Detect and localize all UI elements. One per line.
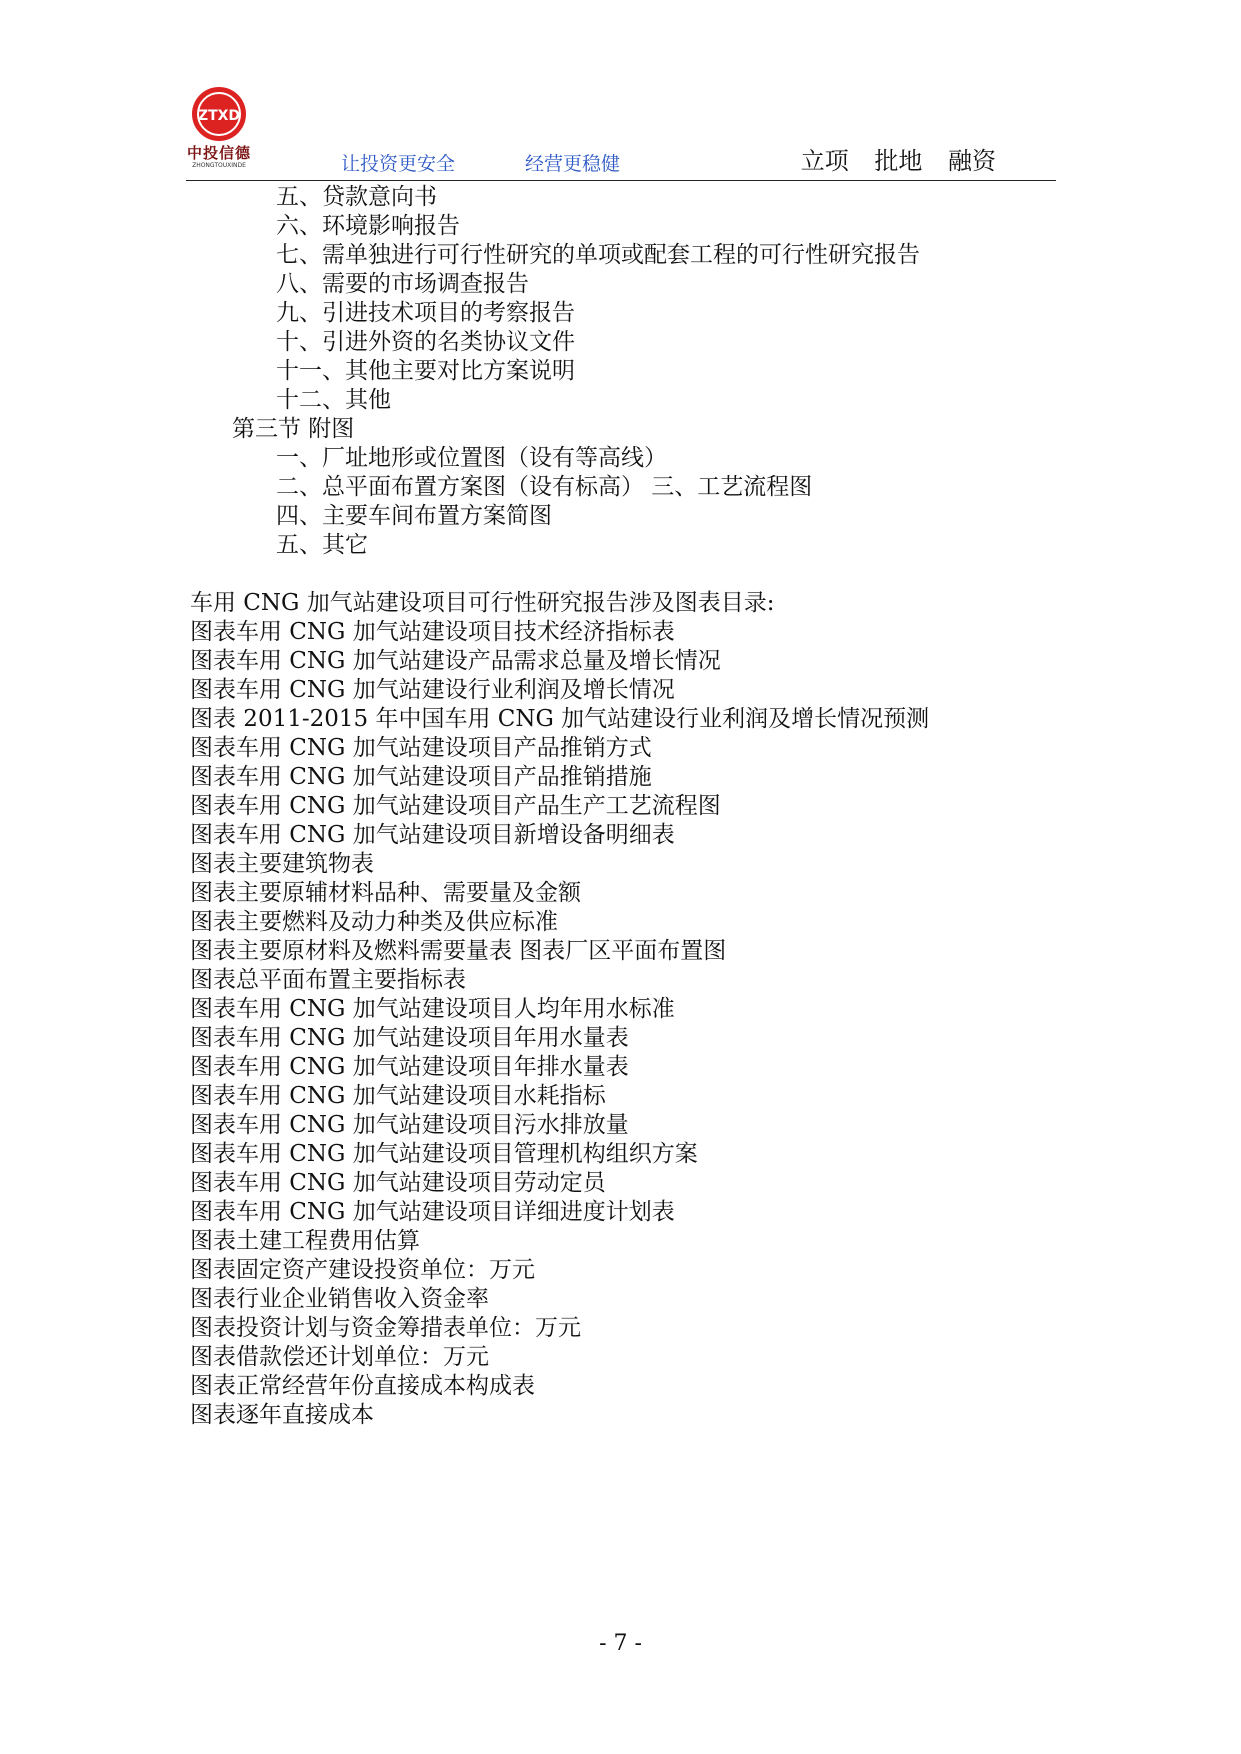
chart-list-item: 图表车用 CNG 加气站建设项目年排水量表 xyxy=(190,1054,629,1080)
appendix-item: 十一、其他主要对比方案说明 xyxy=(276,358,575,384)
chart-list-item: 图表车用 CNG 加气站建设项目水耗指标 xyxy=(190,1083,606,1109)
chart-list-item: 图表主要原辅材料品种、需要量及金额 xyxy=(190,880,581,906)
appendix-item: 十、引进外资的名类协议文件 xyxy=(276,329,575,355)
logo-chinese-text: 中投信德 xyxy=(186,144,251,162)
company-logo xyxy=(186,84,252,180)
chart-list-item: 图表主要建筑物表 xyxy=(190,851,374,877)
chart-list-item: 图表车用 CNG 加气站建设项目产品生产工艺流程图 xyxy=(190,793,721,819)
appendix-item: 八、需要的市场调查报告 xyxy=(276,271,529,297)
chart-list-item: 图表逐年直接成本 xyxy=(190,1402,374,1428)
appendix-item: 五、贷款意向书 xyxy=(276,184,437,210)
figure-item: 一、厂址地形或位置图（设有等高线） xyxy=(276,445,667,471)
chart-list-item: 图表车用 CNG 加气站建设项目详细进度计划表 xyxy=(190,1199,675,1225)
service-item-approval: 立项 xyxy=(800,147,849,175)
services-list xyxy=(783,147,996,175)
page-header xyxy=(186,84,1056,181)
chart-list-item: 图表车用 CNG 加气站建设项目劳动定员 xyxy=(190,1170,606,1196)
chart-list-item: 图表投资计划与资金筹措表单位：万元 xyxy=(190,1315,581,1341)
slogan-first: 让投资更安全 xyxy=(341,153,456,175)
chart-list-item: 图表车用 CNG 加气站建设项目新增设备明细表 xyxy=(190,822,675,848)
chart-list-item: 图表主要燃料及动力种类及供应标准 xyxy=(190,909,558,935)
chart-list-item: 图表车用 CNG 加气站建设项目技术经济指标表 xyxy=(190,619,675,645)
chart-list-item: 图表车用 CNG 加气站建设项目产品推销方式 xyxy=(190,735,652,761)
appendix-item: 十二、其他 xyxy=(276,387,391,413)
chart-list-item: 图表主要原材料及燃料需要量表 图表厂区平面布置图 xyxy=(190,938,727,964)
service-item-land: 批地 xyxy=(874,147,923,175)
chart-list-item: 图表固定资产建设投资单位：万元 xyxy=(190,1257,535,1283)
chart-list-item: 图表车用 CNG 加气站建设产品需求总量及增长情况 xyxy=(190,648,721,674)
page-number: - 7 - xyxy=(599,1631,642,1656)
chart-list-item: 图表总平面布置主要指标表 xyxy=(190,967,466,993)
figure-item: 五、其它 xyxy=(276,532,368,558)
chart-list-item: 图表车用 CNG 加气站建设项目年用水量表 xyxy=(190,1025,629,1051)
slogan-second: 经营更稳健 xyxy=(525,153,621,175)
logo-english-text: ZHONGTOUXINDE xyxy=(192,162,246,169)
logo-mark-text: ZTXD xyxy=(197,108,241,124)
chart-list-item: 图表正常经营年份直接成本构成表 xyxy=(190,1373,535,1399)
appendix-item: 七、需单独进行可行性研究的单项或配套工程的可行性研究报告 xyxy=(276,242,920,268)
figure-item: 二、总平面布置方案图（设有标高） 三、工艺流程图 xyxy=(276,474,813,500)
chart-list-item: 图表车用 CNG 加气站建设行业利润及增长情况 xyxy=(190,677,675,703)
service-item-financing: 融资 xyxy=(948,147,996,175)
section-title: 第三节 附图 xyxy=(232,416,355,442)
chart-list-item: 图表车用 CNG 加气站建设项目污水排放量 xyxy=(190,1112,629,1138)
chart-list-item: 图表 2011-2015 年中国车用 CNG 加气站建设行业利润及增长情况预测 xyxy=(190,706,930,732)
logo-emblem-icon xyxy=(186,84,252,144)
figure-item: 四、主要车间布置方案简图 xyxy=(276,503,552,529)
appendix-item: 六、环境影响报告 xyxy=(276,213,460,239)
chart-list-item: 图表车用 CNG 加气站建设项目产品推销措施 xyxy=(190,764,652,790)
chart-list-item: 图表车用 CNG 加气站建设项目管理机构组织方案 xyxy=(190,1141,698,1167)
chart-list-item: 图表行业企业销售收入资金率 xyxy=(190,1286,489,1312)
appendix-item: 九、引进技术项目的考察报告 xyxy=(276,300,575,326)
chart-list-item: 图表借款偿还计划单位：万元 xyxy=(190,1344,489,1370)
chart-list-heading: 车用 CNG 加气站建设项目可行性研究报告涉及图表目录: xyxy=(190,590,775,616)
chart-list-item: 图表车用 CNG 加气站建设项目人均年用水标准 xyxy=(190,996,675,1022)
chart-list-item: 图表土建工程费用估算 xyxy=(190,1228,420,1254)
